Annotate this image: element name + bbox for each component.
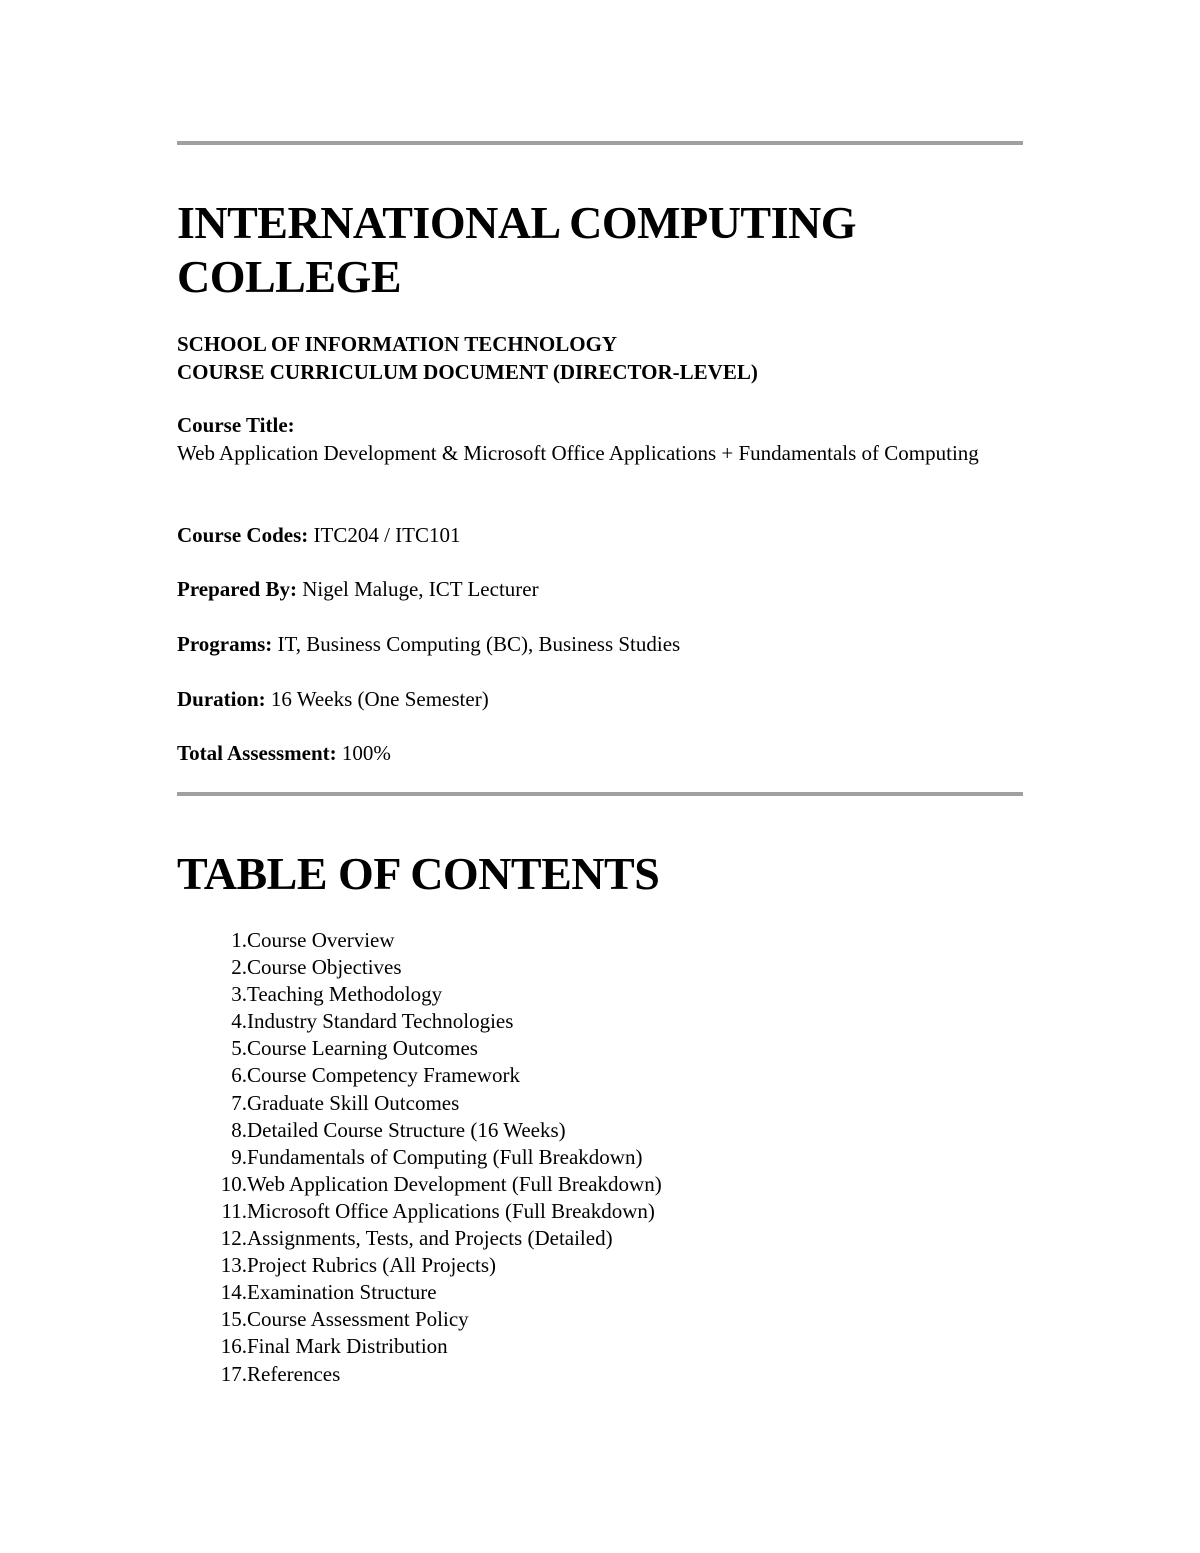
toc-item-text: Industry Standard Technologies (247, 1009, 514, 1034)
toc-item-number: 3. (231, 982, 247, 1007)
toc-item (177, 1198, 655, 1225)
toc-item (177, 927, 395, 954)
toc-item-text: Web Application Development (Full Breakdown) (247, 1171, 662, 1196)
toc-item-number: 9. (231, 1144, 247, 1169)
school-name: SCHOOL OF INFORMATION TECHNOLOGY (177, 332, 618, 356)
course-title-label: Course Title: (177, 413, 295, 437)
course-codes-value: ITC204 / ITC101 (313, 523, 461, 547)
toc-item-number: 10. (220, 1171, 247, 1196)
toc-item-number: 14. (220, 1280, 247, 1305)
toc-item-text: Course Learning Outcomes (247, 1036, 478, 1061)
toc-item-number: 4. (231, 1009, 247, 1034)
top-divider (177, 141, 1023, 145)
toc-item (177, 1008, 514, 1035)
toc-item-text: Final Mark Distribution (247, 1334, 448, 1359)
toc-item-text: Assignments, Tests, and Projects (Detailed) (247, 1226, 613, 1251)
toc-heading: TABLE OF CONTENTS (177, 848, 660, 899)
programs-label: Programs: (177, 632, 273, 656)
prepared-by-field (177, 575, 1023, 603)
toc-item-text: Project Rubrics (All Projects) (247, 1253, 497, 1278)
duration-label: Duration: (177, 687, 266, 711)
toc-item-text: Graduate Skill Outcomes (247, 1090, 460, 1115)
toc-item-text: Course Overview (247, 928, 395, 952)
toc-item-text: Fundamentals of Computing (Full Breakdown) (247, 1144, 643, 1169)
prepared-by-label: Prepared By: (177, 577, 297, 601)
middle-divider (177, 792, 1023, 796)
course-codes-field (177, 521, 1023, 549)
toc-item-number: 16. (220, 1334, 247, 1359)
toc-item-number: 7. (231, 1090, 247, 1115)
prepared-by-value: Nigel Maluge, ICT Lecturer (302, 577, 539, 601)
toc-item-number: 1. (231, 928, 247, 952)
toc-item-text: Microsoft Office Applications (Full Breakdown) (247, 1198, 655, 1223)
toc-item-text: Course Assessment Policy (247, 1307, 469, 1332)
toc-item (177, 1333, 448, 1360)
college-title: INTERNATIONAL COMPUTING COLLEGE (177, 197, 856, 302)
toc-item-text: References (247, 1361, 341, 1386)
duration-field (177, 685, 1023, 713)
school-heading-block (177, 330, 758, 386)
total-assessment-label: Total Assessment: (177, 741, 337, 765)
toc-item-number: 17. (220, 1361, 247, 1386)
toc-item-text: Course Objectives (247, 955, 402, 980)
toc-item-number: 2. (231, 955, 247, 980)
toc-item (177, 981, 443, 1008)
toc-item-number: 5. (231, 1036, 247, 1061)
toc-item-text: Course Competency Framework (247, 1063, 520, 1088)
programs-value: IT, Business Computing (BC), Business Studies (277, 632, 681, 656)
total-assessment-field (177, 739, 1023, 767)
toc-item (177, 1144, 643, 1171)
toc-item-number: 6. (231, 1063, 247, 1088)
toc-item (177, 1361, 341, 1388)
duration-value: 16 Weeks (One Semester) (270, 687, 489, 711)
programs-field (177, 630, 1023, 658)
course-codes-label: Course Codes: (177, 523, 309, 547)
toc-item-number: 12. (220, 1226, 247, 1251)
total-assessment-value: 100% (341, 741, 391, 765)
toc-item-number: 13. (220, 1253, 247, 1278)
toc-list (177, 927, 662, 1388)
toc-item (177, 1090, 460, 1117)
toc-item (177, 1252, 497, 1279)
toc-item-number: 15. (220, 1307, 247, 1332)
toc-item (177, 1035, 478, 1062)
toc-item (177, 1171, 662, 1198)
toc-item (177, 1225, 613, 1252)
toc-item-text: Detailed Course Structure (16 Weeks) (247, 1117, 566, 1142)
toc-item (177, 954, 402, 981)
toc-item (177, 1306, 469, 1333)
toc-item (177, 1062, 520, 1089)
toc-item-text: Teaching Methodology (247, 982, 443, 1007)
toc-item (177, 1279, 437, 1306)
toc-item (177, 1117, 566, 1144)
toc-item-text: Examination Structure (247, 1280, 437, 1305)
course-title-value: Web Application Development & Microsoft Office Applications + Fundamentals of Computing (177, 441, 979, 465)
toc-item-number: 11. (221, 1198, 247, 1223)
document-type: COURSE CURRICULUM DOCUMENT (DIRECTOR-LEVEL) (177, 360, 758, 384)
toc-item-number: 8. (231, 1117, 247, 1142)
